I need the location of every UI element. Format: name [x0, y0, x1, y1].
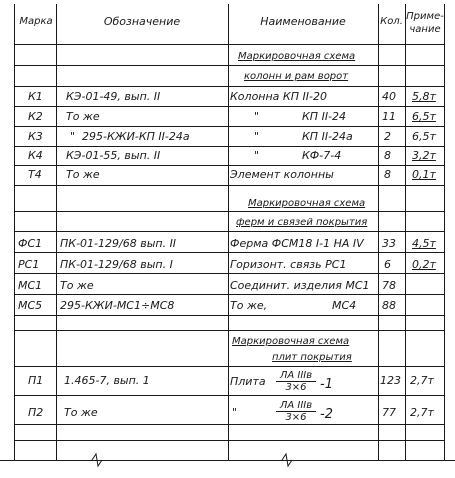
row-line	[14, 185, 445, 186]
row-name: Плита	[230, 375, 266, 388]
row-designation: КЭ-01-49, вып. II	[66, 90, 161, 103]
row-name: Горизонт. связь РС1	[230, 258, 347, 271]
header-qty: Кол.	[380, 16, 403, 27]
row-mark: К1	[28, 90, 43, 103]
row-qty: 123	[380, 374, 401, 387]
sheet-bottom-line	[0, 460, 455, 461]
row-note: 3,2т	[412, 149, 436, 162]
row-designation: КЭ-01-55, вып. II	[66, 149, 161, 162]
row-mark: П2	[28, 406, 44, 419]
col-border-qty	[405, 4, 406, 460]
break-mark-icon	[280, 450, 294, 470]
row-line	[14, 65, 445, 66]
row-note: 6,5т	[412, 110, 436, 123]
row-line	[14, 146, 445, 147]
col-border-mark	[56, 4, 57, 460]
row-line	[14, 273, 445, 274]
row-mark: Т4	[28, 168, 42, 181]
col-border-left	[14, 4, 15, 460]
row-designation: 295-КЖИ-КП II-24а	[82, 130, 190, 143]
ditto-mark: "	[254, 149, 260, 162]
row-designation: То же	[64, 406, 98, 419]
col-border-right	[444, 4, 445, 460]
row-line	[14, 315, 445, 316]
row-line	[14, 211, 445, 212]
header-note-line2: чание	[409, 24, 441, 35]
ditto-mark: "	[254, 130, 260, 143]
row-designation: 295-КЖИ-МС1÷МС8	[60, 299, 175, 312]
break-mark-icon	[90, 450, 104, 470]
row-name-ref: МС4	[332, 299, 357, 312]
section-title: Маркировочная схема	[248, 198, 366, 209]
row-designation: То же	[66, 110, 100, 123]
row-qty: 8	[384, 168, 391, 181]
header-note-line1: Приме-	[406, 11, 444, 22]
row-line	[14, 366, 445, 367]
row-qty: 11	[382, 110, 396, 123]
row-line	[14, 165, 445, 166]
row-name: Колонна КП II-20	[230, 90, 327, 103]
section-subtitle: плит покрытия	[272, 352, 352, 363]
row-designation: То же	[60, 279, 94, 292]
row-qty: 8	[384, 149, 391, 162]
row-line	[14, 424, 445, 425]
row-mark: ФС1	[18, 237, 43, 250]
row-mark: МС5	[18, 299, 43, 312]
section-subtitle: ферм и связей покрытия	[236, 217, 368, 228]
row-designation: То же	[66, 168, 100, 181]
row-note: 6,5т	[412, 130, 436, 143]
row-line	[14, 440, 445, 441]
header-name: Наименование	[260, 15, 346, 28]
row-note: 2,7т	[410, 374, 434, 387]
row-note: 4,5т	[412, 237, 436, 250]
plate-mark-numerator: ЛА IIIв	[276, 400, 316, 412]
row-line	[14, 126, 445, 127]
row-line	[14, 294, 445, 295]
section-title: Маркировочная схема	[232, 336, 350, 347]
row-line	[14, 86, 445, 87]
row-qty: 2	[384, 130, 391, 143]
row-name: Соединит. изделия МС1	[230, 279, 370, 292]
header-bottom-line	[14, 44, 445, 45]
row-line	[14, 395, 445, 396]
row-name: КФ-7-4	[302, 149, 342, 162]
plate-mark-fraction	[276, 400, 316, 423]
plate-mark-suffix: -2	[320, 407, 333, 422]
row-note: 5,8т	[412, 90, 436, 103]
row-mark: МС1	[18, 279, 43, 292]
row-qty: 33	[382, 237, 396, 250]
header-designation: Обозначение	[103, 15, 181, 28]
row-name: КП II-24а	[302, 130, 353, 143]
row-line	[14, 106, 445, 107]
ditto-mark: "	[232, 406, 238, 419]
row-line	[14, 252, 445, 253]
row-note: 2,7т	[410, 406, 434, 419]
row-note: 0,1т	[412, 168, 436, 181]
plate-mark-numerator: ЛА IIIв	[276, 370, 316, 382]
col-border-designation	[228, 4, 229, 460]
ditto-mark: "	[254, 110, 260, 123]
row-note: 0,2т	[412, 258, 436, 271]
row-qty: 78	[382, 279, 396, 292]
section-subtitle: колонн и рам ворот	[244, 71, 349, 82]
row-qty: 77	[382, 406, 396, 419]
row-qty: 40	[382, 90, 396, 103]
header-mark: Марка	[19, 16, 53, 27]
row-mark: К4	[28, 149, 43, 162]
row-mark: К2	[28, 110, 43, 123]
plate-mark-denominator: 3×6	[285, 382, 307, 393]
plate-mark-fraction	[276, 370, 316, 393]
col-border-name	[378, 4, 379, 460]
row-mark: П1	[28, 374, 44, 387]
row-name: То же,	[230, 299, 268, 312]
plate-mark-suffix: -1	[320, 377, 333, 392]
ditto-mark: "	[70, 130, 76, 143]
plate-mark-denominator: 3×6	[285, 412, 307, 423]
row-line	[14, 231, 445, 232]
row-designation: 1.465-7, вып. 1	[64, 374, 150, 387]
row-line	[14, 330, 445, 331]
row-designation: ПК-01-129/68 вып. I	[60, 258, 173, 271]
row-qty: 88	[382, 299, 396, 312]
row-designation: ПК-01-129/68 вып. II	[60, 237, 177, 250]
section-title: Маркировочная схема	[238, 51, 356, 62]
row-mark: РС1	[18, 258, 40, 271]
row-name: КП II-24	[302, 110, 347, 123]
row-mark: К3	[28, 130, 43, 143]
row-name: Ферма ФСМ18 I-1 НА IV	[230, 237, 364, 250]
row-qty: 6	[384, 258, 391, 271]
row-name: Элемент колонны	[230, 168, 334, 181]
